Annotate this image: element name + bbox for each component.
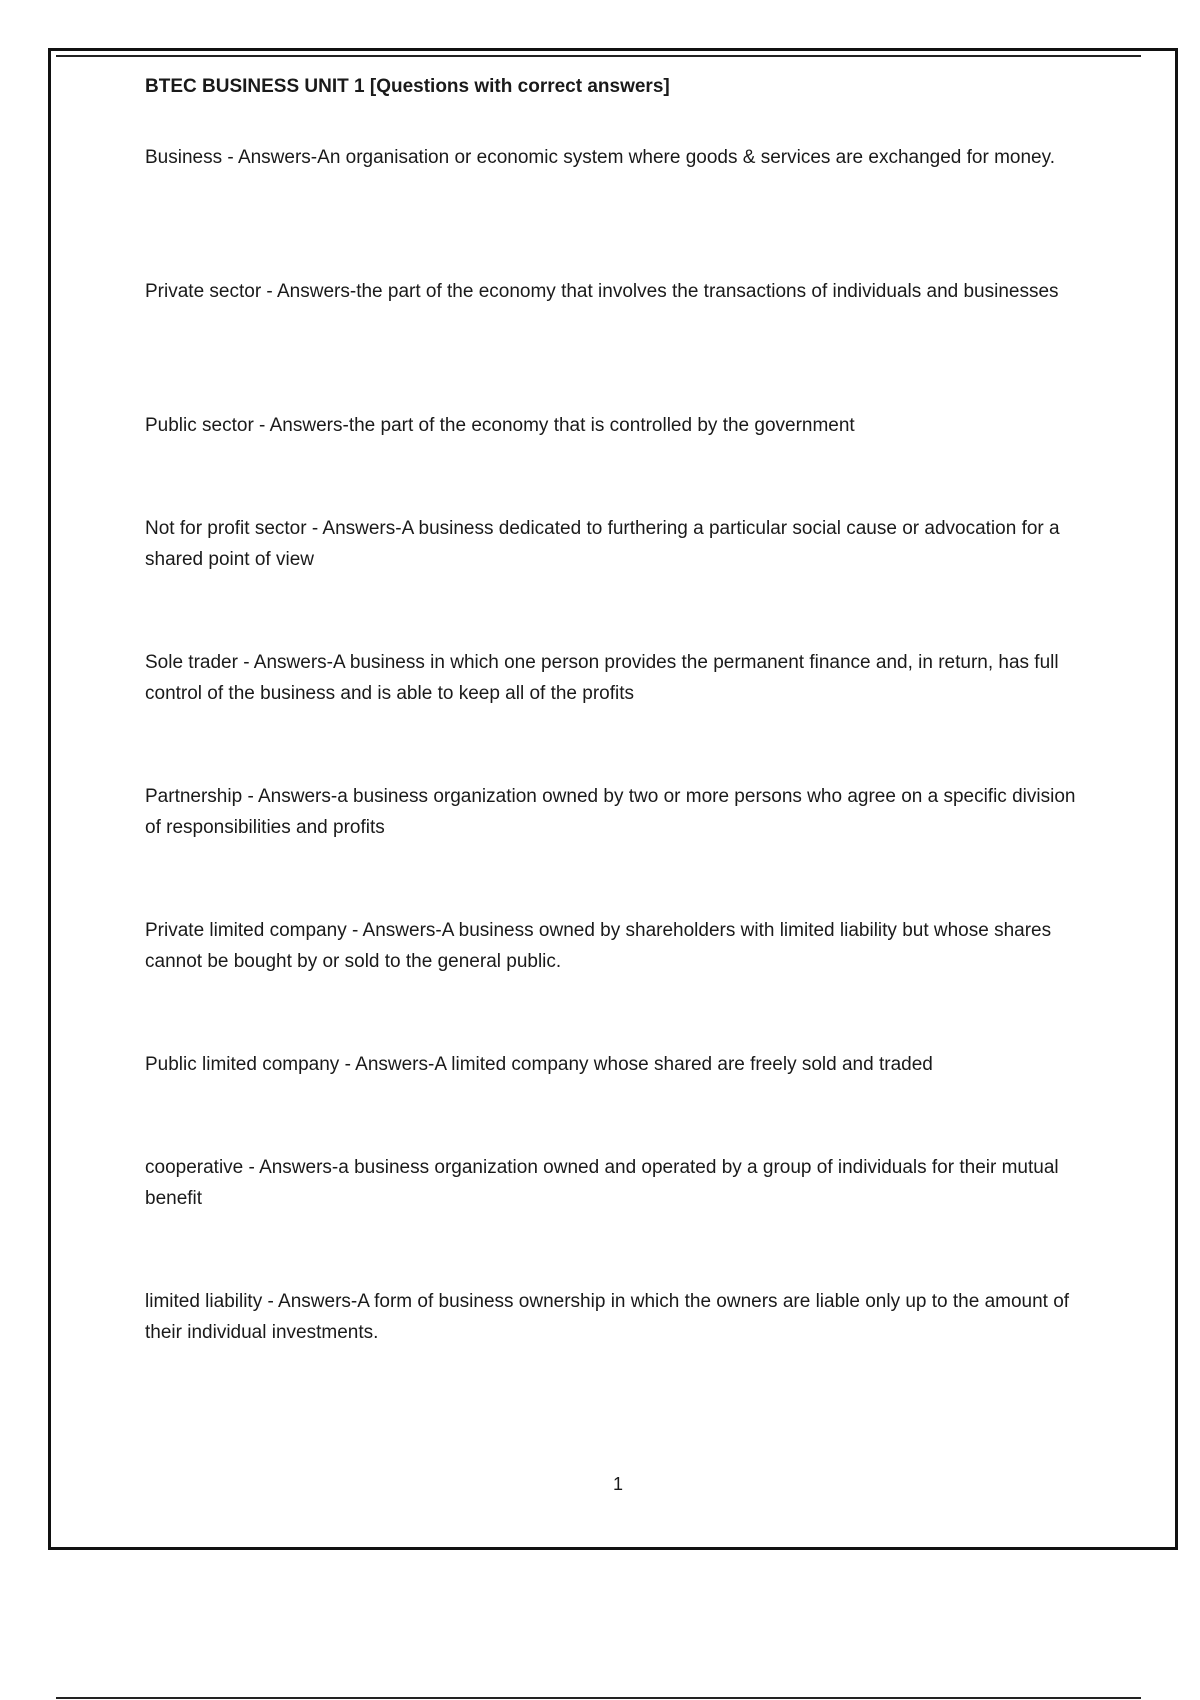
top-rule-divider (56, 55, 1141, 57)
qa-term: Partnership (145, 786, 243, 807)
qa-term: cooperative (145, 1157, 244, 1178)
qa-term: Sole trader (145, 652, 238, 673)
qa-item (145, 1152, 1090, 1286)
qa-separator: - Answers- (253, 415, 349, 436)
qa-item (145, 142, 1090, 276)
qa-separator: - Answers- (346, 920, 442, 941)
qa-item (145, 915, 1090, 1049)
qa-answer: A form of business ownership in which the owners are liable only up to the amount of their individual investments. (145, 1291, 1070, 1343)
qa-term: Business (145, 147, 223, 168)
qa-answer: An organisation or economic system where goods & services are exchanged for money. (317, 147, 1055, 168)
qa-item (145, 410, 1090, 513)
qa-separator: - Answers- (242, 786, 338, 807)
qa-answer: a business organization owned by two or more persons who agree on a specific division of responsibilities and profits (145, 786, 1076, 838)
qa-separator: - Answers- (339, 1054, 435, 1075)
qa-separator: - Answers- (243, 1157, 339, 1178)
page-number: 1 (612, 1474, 623, 1494)
qa-item (145, 1049, 1090, 1152)
document-title: BTEC BUSINESS UNIT 1 [Questions with correct answers] (145, 76, 670, 97)
qa-item (145, 276, 1090, 410)
qa-answer: A business dedicated to furthering a particular social cause or advocation for a shared point of view (145, 518, 1060, 570)
bottom-rule-divider (56, 1697, 1141, 1699)
qa-separator: - Answers- (261, 281, 357, 302)
qa-answer: the part of the economy that involves the transactions of individuals and businesses (356, 281, 1059, 302)
qa-answer: A business owned by shareholders with limited liability but whose shares cannot be bought by or sold to the general public. (145, 920, 1052, 972)
qa-separator: - Answers- (237, 652, 333, 673)
qa-term: Public sector (145, 415, 254, 436)
qa-item (145, 781, 1090, 915)
qa-term: Private limited company (145, 920, 347, 941)
qa-item (145, 1286, 1090, 1420)
qa-term: Public limited company (145, 1054, 340, 1075)
qa-answer: the part of the economy that is controlled by the government (348, 415, 855, 436)
qa-term: Private sector (145, 281, 262, 302)
qa-separator: - Answers- (306, 518, 402, 539)
qa-separator: - Answers- (262, 1291, 358, 1312)
qa-item (145, 513, 1090, 647)
qa-answer: A business in which one person provides the permanent finance and, in return, has full control of the business and is able to keep all of the profits (145, 652, 1059, 704)
document-body (145, 72, 1090, 1420)
qa-term: limited liability (145, 1291, 263, 1312)
qa-term: Not for profit sector (145, 518, 307, 539)
qa-answer: A limited company whose shared are freely sold and traded (434, 1054, 933, 1075)
qa-item (145, 647, 1090, 781)
qa-answer: a business organization owned and operated by a group of individuals for their mutual benefit (145, 1157, 1059, 1209)
qa-separator: - Answers- (222, 147, 318, 168)
